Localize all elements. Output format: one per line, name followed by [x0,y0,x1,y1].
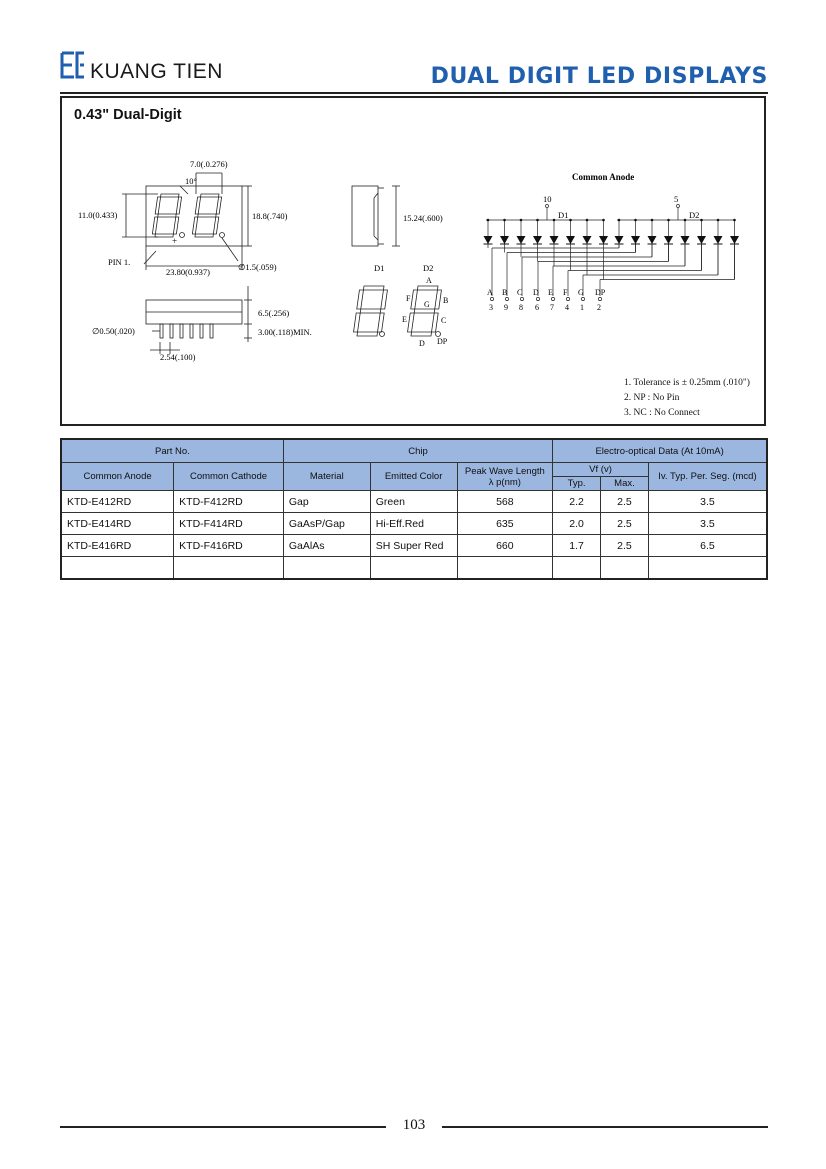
brand-name: KUANG TIEN [90,60,223,83]
circuit-segment-labels [487,288,606,312]
pin-number: 3 [489,303,493,312]
page-header [60,46,768,92]
header-vf: Vf (v) [553,463,649,477]
header-common-cathode: Common Cathode [174,463,284,491]
segment-label: E [548,288,553,297]
pin-number: 7 [550,303,554,312]
dim-pin-dia: ∅0.50(.020) [92,326,135,336]
document-title: DUAL DIGIT LED DISPLAYS [430,64,768,89]
header-material: Material [283,463,370,491]
cell-material: GaAsP/Gap [283,513,370,535]
segment-diagram [353,286,442,337]
cell-material: GaAlAs [283,535,370,557]
table-row [61,491,767,513]
label-d1: D1 [374,263,385,273]
circuit-d2-label: D2 [689,210,700,220]
segment-label: B [502,288,508,297]
header-peak-line2: λ p(nm) [488,476,521,488]
header-max: Max. [601,477,649,491]
panel-title: 0.43" Dual-Digit [74,107,182,123]
header-peak-wavelength [457,463,553,491]
header-typ: Typ. [553,477,601,491]
segment-label: A [487,288,493,297]
front-view [122,173,252,270]
cell-peak: 635 [457,513,553,535]
kuang-tien-logo-icon [60,50,86,80]
cell-typ: 2.0 [553,513,601,535]
svg-text:+: + [172,236,178,246]
cell-max: 2.5 [601,513,649,535]
side-view [352,186,400,246]
segment-label: F [563,288,568,297]
led-diode-icon [615,219,624,248]
drawing-panel [60,96,766,426]
header-common-anode: Common Anode [61,463,174,491]
dim-depth: 6.5(.256) [258,308,290,318]
pin-number: 8 [519,303,523,312]
dim-dp-dia: ∅1.5(.059) [238,262,277,272]
cell-iv: 6.5 [648,535,767,557]
segment-label: DP [595,288,606,297]
notes [624,376,750,421]
cell-iv: 3.5 [648,513,767,535]
label-seg-dp: DP [437,337,448,346]
cell-color: Green [370,491,457,513]
led-diode-icon [517,219,526,257]
cell-material: Gap [283,491,370,513]
header-iv: Iv. Typ. Per. Seg. (mcd) [648,463,767,491]
segment-label: G [578,288,584,297]
cell-max: 2.5 [601,535,649,557]
table-row-empty [61,557,767,580]
cell-anode: KTD-E414RD [61,513,174,535]
segment-label: D [533,288,539,297]
pin-number: 4 [565,303,569,312]
header-emitted-color: Emitted Color [370,463,457,491]
footer-rule-right [442,1126,768,1128]
cell-cathode: KTD-F416RD [174,535,284,557]
led-diode-icon [500,219,509,253]
circuit-lines [490,244,734,301]
dim-pin-length: 3.00(.118)MIN. [258,327,312,337]
header-peak-line1: Peak Wave Length [464,465,545,477]
label-seg-d: D [419,339,425,348]
cell-cathode: KTD-F412RD [174,491,284,513]
segment-label: C [517,288,523,297]
cell-typ: 2.2 [553,491,601,513]
bottom-view [146,286,252,354]
dim-body-width: 23.80(0.937) [166,267,210,277]
pin-number: 2 [597,303,601,312]
header-part-no: Part No. [61,439,283,463]
led-diode-icon [566,219,575,271]
label-seg-c: C [441,316,447,325]
led-diode-icon [583,219,592,275]
label-seg-b: B [443,296,449,305]
footer-rule-left [60,1126,386,1128]
circuit-pin-d1: 10 [543,194,552,204]
pin-number: 1 [580,303,584,312]
dim-digit-height: 11.0(0.433) [78,210,118,220]
cell-cathode: KTD-F414RD [174,513,284,535]
cell-max: 2.5 [601,491,649,513]
cell-iv: 3.5 [648,491,767,513]
dim-angle: 10° [185,176,197,186]
label-seg-e: E [402,315,407,324]
led-diode-icon [533,219,542,262]
led-diode-icon [484,219,493,248]
header-chip: Chip [283,439,552,463]
cell-color: SH Super Red [370,535,457,557]
cell-typ: 1.7 [553,535,601,557]
header-electro-optical: Electro-optical Data (At 10mA) [553,439,767,463]
cell-peak: 660 [457,535,553,557]
header-rule [60,92,768,94]
led-diode-icon [550,219,559,266]
circuit-title: Common Anode [572,172,635,182]
dim-side-height: 15.24(.600) [403,213,443,223]
pin-number: 6 [535,303,539,312]
pin-number: 9 [504,303,508,312]
label-seg-f: F [406,294,411,303]
table-row [61,513,767,535]
circuit-d1-label: D1 [558,210,569,220]
note-2: 2. NP : No Pin [624,393,680,403]
dim-body-height: 18.8(.740) [252,211,288,221]
label-seg-a: A [426,276,432,285]
dim-width-top: 7.0(.0.276) [190,159,228,169]
spec-table [60,438,768,580]
dim-pitch: 2.54(.100) [160,352,196,362]
label-d2: D2 [423,263,434,273]
cell-anode: KTD-E416RD [61,535,174,557]
page-number: 103 [402,1117,426,1133]
dim-pin1: PIN 1. [108,257,131,267]
table-row [61,535,767,557]
cell-color: Hi-Eff.Red [370,513,457,535]
circuit-pin-d2: 5 [674,194,679,204]
note-3: 3. NC : No Connect [624,408,700,418]
cell-anode: KTD-E412RD [61,491,174,513]
note-1: 1. Tolerance is ± 0.25mm (.010") [624,378,750,388]
label-seg-g: G [424,300,430,309]
cell-peak: 568 [457,491,553,513]
